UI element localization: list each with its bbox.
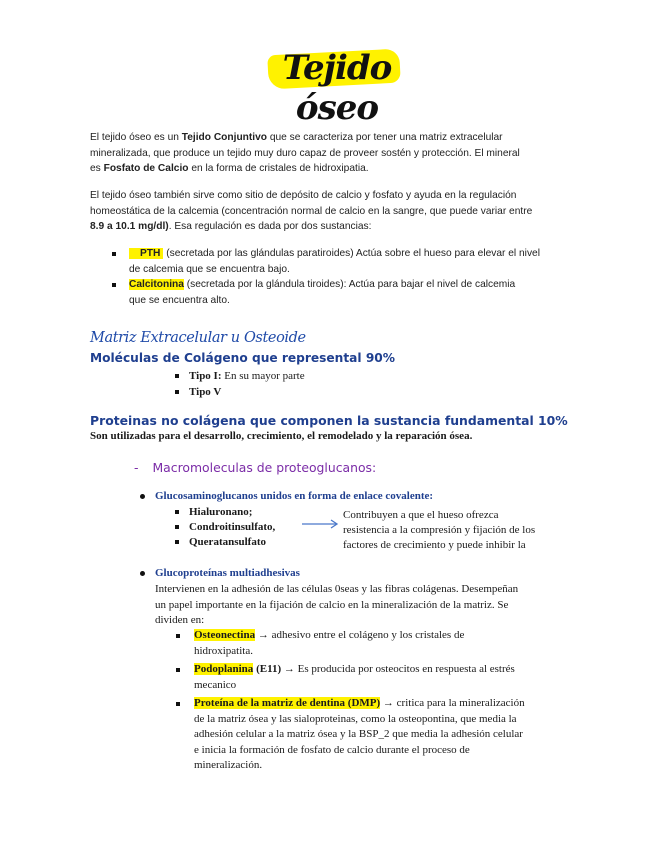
- dash-marker: -: [134, 460, 139, 475]
- text: mineralización.: [194, 759, 263, 771]
- collagen-types-list: [175, 368, 305, 400]
- text: en la forma de cristales de hidroxipatia.: [188, 163, 369, 174]
- bullet-square-icon: [112, 252, 116, 256]
- text: factores de crecimiento y puede inhibir la: [343, 539, 526, 551]
- text: Hialuronano;: [189, 506, 253, 518]
- bullet-square-icon: [175, 390, 179, 394]
- text: homeostática de la calcemia (concentración normal de calcio en la sangre, que puede variar entre: [90, 205, 533, 217]
- text: que se caracteriza por tener una matriz extracelular: [267, 132, 503, 143]
- text: hidroxipatita.: [194, 644, 253, 657]
- list-item: [175, 535, 275, 550]
- bold-term: Tipo V: [189, 386, 222, 398]
- text: adhesivo entre el colágeno y los cristales de: [268, 629, 465, 641]
- text: que se encuentra alto.: [129, 294, 230, 306]
- highlight-term: Podoplanina: [194, 663, 254, 675]
- highlight-term: Proteína de la matriz de dentina (DMP): [194, 697, 381, 709]
- text: Macromoleculas de proteoglucanos:: [152, 460, 377, 475]
- text: critica para la mineralización: [393, 697, 525, 709]
- text: Intervienen en la adhesión de las células 0seas y las fibras colágenas. Desempeñan: [155, 583, 519, 595]
- text: El tejido óseo es un: [90, 132, 182, 143]
- subheading-colageno: Moléculas de Colágeno que represental 90%: [90, 351, 396, 365]
- bullet-square-icon: [176, 668, 180, 672]
- substances-list: [112, 246, 562, 308]
- text: Contribuyen a que el hueso ofrezca: [343, 509, 499, 521]
- text: Queratansulfato: [189, 536, 266, 548]
- section-description: Son utilizadas para el desarrollo, crecimiento, el remodelado y la reparación ósea.: [90, 430, 473, 442]
- text: de la matriz ósea y las sialoproteinas, como la osteopontina, que media la: [194, 712, 517, 725]
- list-item: [175, 384, 305, 400]
- arrow-icon: →: [382, 697, 394, 709]
- text: Glucosaminoglucanos unidos en forma de enlace covalente:: [155, 490, 434, 502]
- bold-term: 8.9 a 10.1 mg/dl): [90, 221, 169, 232]
- bullet-square-icon: [176, 634, 180, 638]
- section-heading-proteinas: Proteinas no colágena que componen la sustancia fundamental 10%: [90, 413, 568, 428]
- arrow-icon: →: [283, 663, 295, 675]
- connector-arrow-icon: [300, 518, 342, 530]
- bullet-square-icon: [175, 374, 179, 378]
- bold-term: Fosfato de Calcio: [103, 163, 189, 174]
- intro-paragraph-1: [90, 130, 560, 177]
- text: es: [90, 163, 104, 174]
- arrow-icon: →: [257, 629, 269, 641]
- list-item: [176, 696, 566, 774]
- macromoleculas-heading: [134, 460, 376, 475]
- list-item: [112, 277, 562, 308]
- glyco-heading: [140, 567, 300, 579]
- text: (secretada por la glándula tiroides): Actúa para bajar el nivel de calcemia: [183, 279, 516, 290]
- text: un papel importante en la fijación de calcio en la mineralización de la matriz. Se: [155, 598, 509, 611]
- gag-note: [343, 508, 567, 553]
- text: . Esa regulación es dada por dos sustancias:: [168, 221, 372, 232]
- bullet-square-icon: [176, 702, 180, 706]
- list-item: [176, 628, 566, 659]
- text: En su mayor parte: [221, 370, 305, 382]
- list-item: [175, 520, 275, 535]
- text: dividen en:: [155, 614, 205, 626]
- text: El tejido óseo también sirve como sitio de depósito de calcio y fosfato y ayuda en la regulación: [90, 190, 517, 201]
- text: Es producida por osteocitos en respuesta al estrés: [294, 663, 515, 675]
- gag-list: [175, 505, 275, 550]
- bullet-square-icon: [175, 525, 179, 529]
- bold-term: Tejido Conjuntivo: [181, 132, 268, 143]
- text: mecanico: [194, 678, 237, 691]
- text: e inicia la formación de fosfato de calcio durante el proceso de: [194, 743, 470, 756]
- highlight-term: PTH: [129, 248, 163, 259]
- text: Condroitinsulfato,: [189, 521, 276, 533]
- bullet-square-icon: [175, 510, 179, 514]
- bullet-square-icon: [112, 283, 116, 287]
- bullet-dot-icon: [140, 571, 145, 576]
- bullet-dot-icon: [140, 494, 145, 499]
- gag-heading: [140, 490, 433, 502]
- intro-paragraph-2: [90, 188, 560, 235]
- text: Glucoproteínas multiadhesivas: [155, 567, 300, 579]
- list-item: [176, 662, 566, 693]
- protein-list: [176, 628, 566, 774]
- bold-term: Tipo I:: [189, 370, 222, 382]
- list-item: [175, 368, 305, 384]
- text: resistencia a la compresión y fijación de los: [343, 524, 536, 536]
- text: (secretada por las glándulas paratiroides) Actúa sobre el hueso para elevar el nivel: [163, 248, 540, 259]
- bold-term: (E11): [253, 663, 282, 675]
- list-item: [112, 246, 562, 277]
- page-title: [262, 46, 412, 128]
- bullet-square-icon: [175, 540, 179, 544]
- title-text: Tejido óseo: [282, 48, 392, 128]
- text: de calcemia que se encuentra bajo.: [129, 263, 290, 275]
- list-item: [175, 505, 275, 520]
- highlight-term: Calcitonina: [129, 279, 184, 290]
- text: adhesión celular a la matriz ósea y la BSP_2 que media la adhesión celular: [194, 728, 523, 740]
- section-heading-matriz: Matriz Extracelular u Osteoide: [90, 330, 306, 346]
- glyco-description: [155, 582, 565, 629]
- highlight-term: Osteonectina: [194, 629, 256, 641]
- text: mineralizada, que produce un tejido muy duro capaz de proveer sostén y protección. El mineral: [90, 147, 520, 159]
